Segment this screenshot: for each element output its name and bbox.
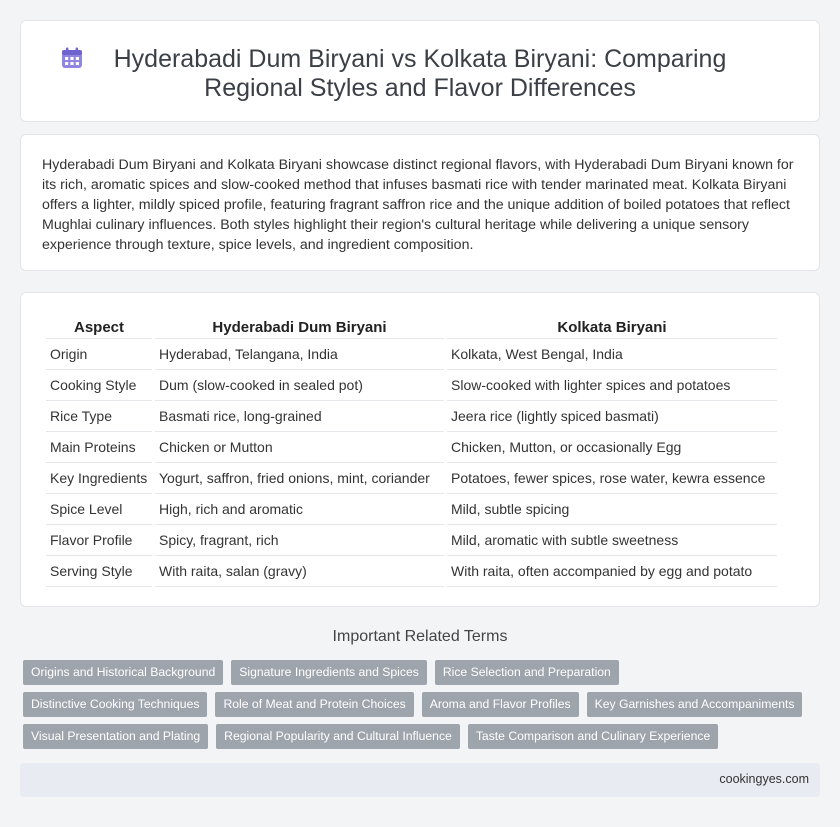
related-term-tag[interactable]: Rice Selection and Preparation: [435, 660, 619, 685]
related-terms-list: [23, 660, 803, 749]
related-term-tag[interactable]: Aroma and Flavor Profiles: [422, 692, 579, 717]
table-row: [46, 401, 777, 432]
related-term-tag[interactable]: Key Garnishes and Accompaniments: [587, 692, 803, 717]
table-row: [46, 463, 777, 494]
comparison-table-card: [20, 292, 820, 607]
cell-hyderabadi: Yogurt, saffron, fried onions, mint, coriander: [155, 463, 444, 494]
table-row: [46, 556, 777, 587]
cell-kolkata: Mild, aromatic with subtle sweetness: [447, 525, 777, 556]
cell-kolkata: Chicken, Mutton, or occasionally Egg: [447, 432, 777, 463]
comparison-table: [43, 316, 780, 587]
cell-aspect: Origin: [46, 339, 152, 370]
footer-site-link[interactable]: cookingyes.com: [719, 772, 809, 786]
footer: [20, 763, 820, 797]
cell-aspect: Flavor Profile: [46, 525, 152, 556]
table-row: [46, 432, 777, 463]
cell-kolkata: Jeera rice (lightly spiced basmati): [447, 401, 777, 432]
cell-hyderabadi: Basmati rice, long-grained: [155, 401, 444, 432]
title-card: [20, 20, 820, 122]
cell-aspect: Serving Style: [46, 556, 152, 587]
related-term-tag[interactable]: Origins and Historical Background: [23, 660, 223, 685]
cell-kolkata: Potatoes, fewer spices, rose water, kewra essence: [447, 463, 777, 494]
header-hyderabadi: Hyderabadi Dum Biryani: [155, 316, 444, 339]
table-row: [46, 525, 777, 556]
cell-kolkata: Slow-cooked with lighter spices and potatoes: [447, 370, 777, 401]
related-term-tag[interactable]: Signature Ingredients and Spices: [231, 660, 427, 685]
table-header-row: [46, 316, 777, 339]
related-term-tag[interactable]: Regional Popularity and Cultural Influence: [216, 724, 460, 749]
related-term-tag[interactable]: Taste Comparison and Culinary Experience: [468, 724, 718, 749]
cell-aspect: Spice Level: [46, 494, 152, 525]
table-row: [46, 339, 777, 370]
header-kolkata: Kolkata Biryani: [447, 316, 777, 339]
cell-aspect: Main Proteins: [46, 432, 152, 463]
intro-card: [20, 134, 820, 271]
cell-aspect: Cooking Style: [46, 370, 152, 401]
related-terms-heading: Important Related Terms: [332, 628, 508, 645]
cell-hyderabadi: High, rich and aromatic: [155, 494, 444, 525]
cell-hyderabadi: Chicken or Mutton: [155, 432, 444, 463]
related-term-tag[interactable]: Visual Presentation and Plating: [23, 724, 208, 749]
cell-aspect: Key Ingredients: [46, 463, 152, 494]
intro-paragraph: Hyderabadi Dum Biryani and Kolkata Biryani showcase distinct regional flavors, with Hyderabadi Dum Biryani known for its rich, aromatic spices and slow-cooked method that infuses basmati rice with tender marinated meat. Kolkata Biryani offers a lighter, mildly spiced profile, featuring fragrant saffron rice and the unique addition of boiled potatoes that reflect Mughlai culinary influences. Both styles highlight their region's cultural heritage while delivering a unique sensory experience through texture, spice levels, and ingredient composition.: [42, 157, 794, 253]
cell-hyderabadi: With raita, salan (gravy): [155, 556, 444, 587]
table-row: [46, 370, 777, 401]
related-term-tag[interactable]: Role of Meat and Protein Choices: [215, 692, 413, 717]
cell-hyderabadi: Dum (slow-cooked in sealed pot): [155, 370, 444, 401]
page-title: Hyderabadi Dum Biryani vs Kolkata Biryani: Comparing Regional Styles and Flavor Differences: [113, 45, 727, 102]
header-aspect: Aspect: [46, 316, 152, 339]
cell-kolkata: Kolkata, West Bengal, India: [447, 339, 777, 370]
table-body: [46, 339, 777, 587]
cell-kolkata: With raita, often accompanied by egg and potato: [447, 556, 777, 587]
cell-hyderabadi: Hyderabad, Telangana, India: [155, 339, 444, 370]
related-term-tag[interactable]: Distinctive Cooking Techniques: [23, 692, 207, 717]
table-row: [46, 494, 777, 525]
cell-hyderabadi: Spicy, fragrant, rich: [155, 525, 444, 556]
cell-aspect: Rice Type: [46, 401, 152, 432]
cell-kolkata: Mild, subtle spicing: [447, 494, 777, 525]
